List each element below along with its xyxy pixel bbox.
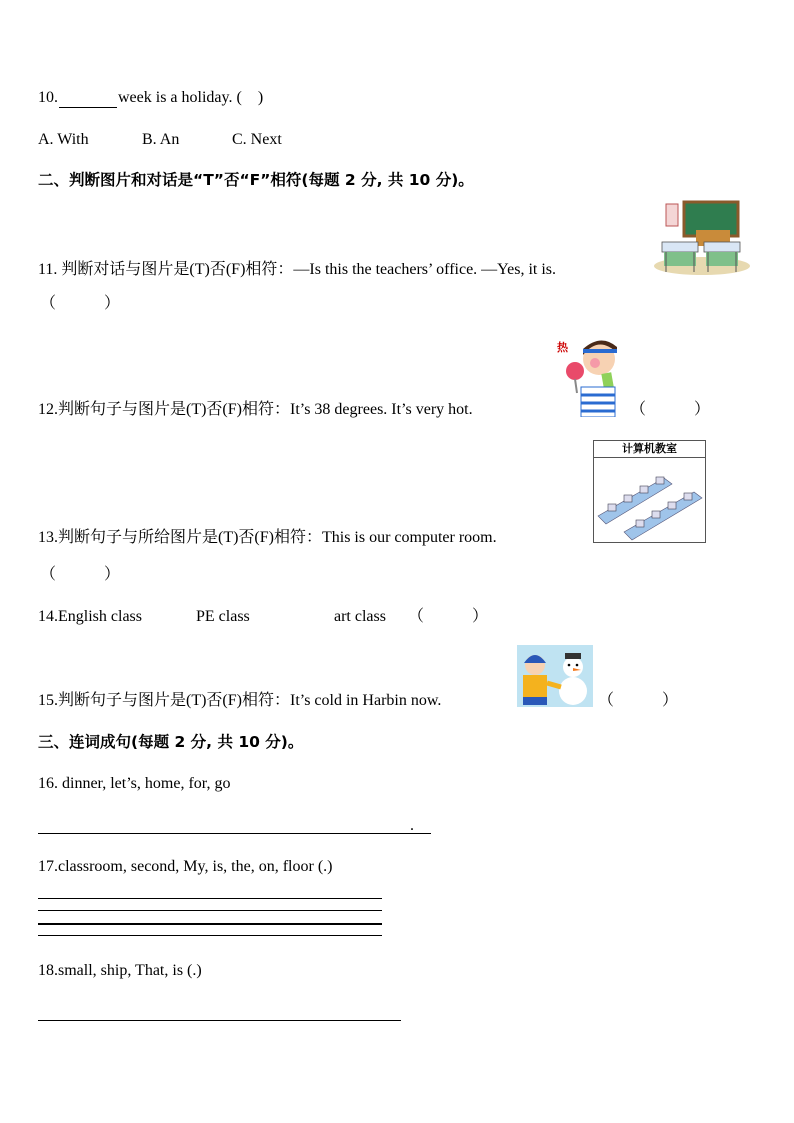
answer-line-17a[interactable] xyxy=(38,898,382,899)
answer-paren-15[interactable]: （ ） xyxy=(598,692,679,709)
answer-paren-11[interactable]: （ ） xyxy=(40,295,121,312)
answer-line-18[interactable] xyxy=(38,1020,401,1021)
question-15: 15.判断句子与图片是(T)否(F)相符：It’s cold in Harbin now. xyxy=(38,692,442,709)
question-13: 13.判断句子与所给图片是(T)否(F)相符：This is our computer room. xyxy=(38,529,497,546)
item-pe-class: PE class xyxy=(196,608,250,625)
question-18: 18.small, ship, That, is (.) xyxy=(38,962,202,979)
answer-line-17d[interactable] xyxy=(38,935,382,936)
answer-paren-14[interactable]: （ ） xyxy=(408,608,489,625)
answer-line-17c[interactable] xyxy=(38,923,382,925)
item-english-class: 14.English class xyxy=(38,608,142,625)
hot-sign: 热 xyxy=(557,341,568,354)
item-art-class: art class xyxy=(334,608,386,625)
section-3-title: 三、连词成句(每题 2 分, 共 10 分)。 xyxy=(38,733,304,751)
snowman-picture xyxy=(517,645,593,707)
option-c[interactable]: C. Next xyxy=(232,131,282,148)
answer-paren-13[interactable]: （ ） xyxy=(40,566,121,583)
computer-room-picture xyxy=(593,440,706,543)
question-12: 12.判断句子与图片是(T)否(F)相符：It’s 38 degrees. It’s very hot. xyxy=(38,401,473,418)
answer-line-16[interactable] xyxy=(38,833,431,834)
answer-blank[interactable] xyxy=(59,91,117,108)
paren-close: ) xyxy=(257,89,264,106)
classroom-picture xyxy=(652,200,752,276)
answer-paren-12[interactable]: （ ） xyxy=(630,401,711,418)
section-2-title: 二、判断图片和对话是“T”否“F”相符(每题 2 分, 共 10 分)。 xyxy=(38,171,474,189)
option-a[interactable]: A. With xyxy=(38,131,89,148)
answer-line-17b[interactable] xyxy=(38,910,382,911)
question-number: 10. xyxy=(38,89,58,106)
computer-room-sign: 计算机教室 xyxy=(594,441,705,458)
question-16: 16. dinner, let’s, home, for, go xyxy=(38,775,231,792)
computer-desks-icon xyxy=(594,458,705,543)
question-17: 17.classroom, second, My, is, the, on, floor (.) xyxy=(38,858,333,875)
hot-girl-picture xyxy=(555,335,625,417)
question-11: 11. 判断对话与图片是(T)否(F)相符：—Is this the teachers’ office. —Yes, it is. xyxy=(38,261,557,278)
question-14 xyxy=(38,607,488,627)
sentence-period: . xyxy=(410,817,414,834)
option-b[interactable]: B. An xyxy=(142,131,180,148)
question-10 xyxy=(38,88,263,108)
question-10-options xyxy=(38,130,282,150)
question-text: week is a holiday. ( xyxy=(118,89,242,106)
